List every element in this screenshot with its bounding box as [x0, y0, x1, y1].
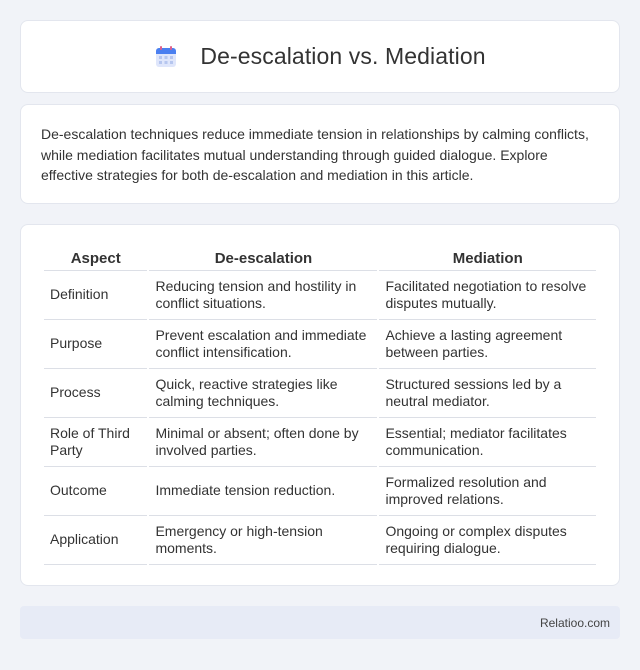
page-title: De-escalation vs. Mediation [200, 43, 486, 69]
row-de-escalation: Immediate tension reduction. [149, 467, 377, 516]
header-card [20, 20, 620, 93]
footer-site-link[interactable]: Relatioo.com [539, 615, 610, 630]
row-aspect: Process [44, 369, 147, 418]
table-row [44, 320, 596, 369]
row-de-escalation: Minimal or absent; often done by involved parties. [149, 418, 377, 467]
comparison-table-card [20, 224, 620, 586]
row-de-escalation: Reducing tension and hostility in conflict situations. [149, 271, 377, 320]
row-aspect: Application [44, 516, 147, 565]
row-mediation: Structured sessions led by a neutral mediator. [379, 369, 596, 418]
table-row [44, 467, 596, 516]
row-aspect: Purpose [44, 320, 147, 369]
table-row [44, 369, 596, 418]
row-de-escalation: Prevent escalation and immediate conflict intensification. [149, 320, 377, 369]
column-header-mediation: Mediation [379, 245, 596, 271]
intro-text: De-escalation techniques reduce immediate tension in relationships by calming conflicts, while mediation facilitates mutual understanding through guided dialogue. Explore effective strategies for both de-escalation and mediation in this article. [41, 126, 589, 183]
column-header-aspect: Aspect [44, 245, 147, 271]
row-mediation: Essential; mediator facilitates communication. [379, 418, 596, 467]
intro-card [20, 104, 620, 204]
table-header-row [44, 245, 596, 271]
table-row [44, 418, 596, 467]
footer [20, 606, 620, 639]
header [154, 43, 485, 70]
row-de-escalation: Quick, reactive strategies like calming techniques. [149, 369, 377, 418]
row-aspect: Role of Third Party [44, 418, 147, 467]
calendar-icon [154, 45, 178, 69]
row-mediation: Formalized resolution and improved relations. [379, 467, 596, 516]
comparison-table [42, 245, 598, 565]
row-mediation: Ongoing or complex disputes requiring dialogue. [379, 516, 596, 565]
column-header-de-escalation: De-escalation [149, 245, 377, 271]
row-aspect: Outcome [44, 467, 147, 516]
row-aspect: Definition [44, 271, 147, 320]
table-row [44, 516, 596, 565]
row-mediation: Achieve a lasting agreement between parties. [379, 320, 596, 369]
table-row [44, 271, 596, 320]
row-de-escalation: Emergency or high-tension moments. [149, 516, 377, 565]
row-mediation: Facilitated negotiation to resolve disputes mutually. [379, 271, 596, 320]
